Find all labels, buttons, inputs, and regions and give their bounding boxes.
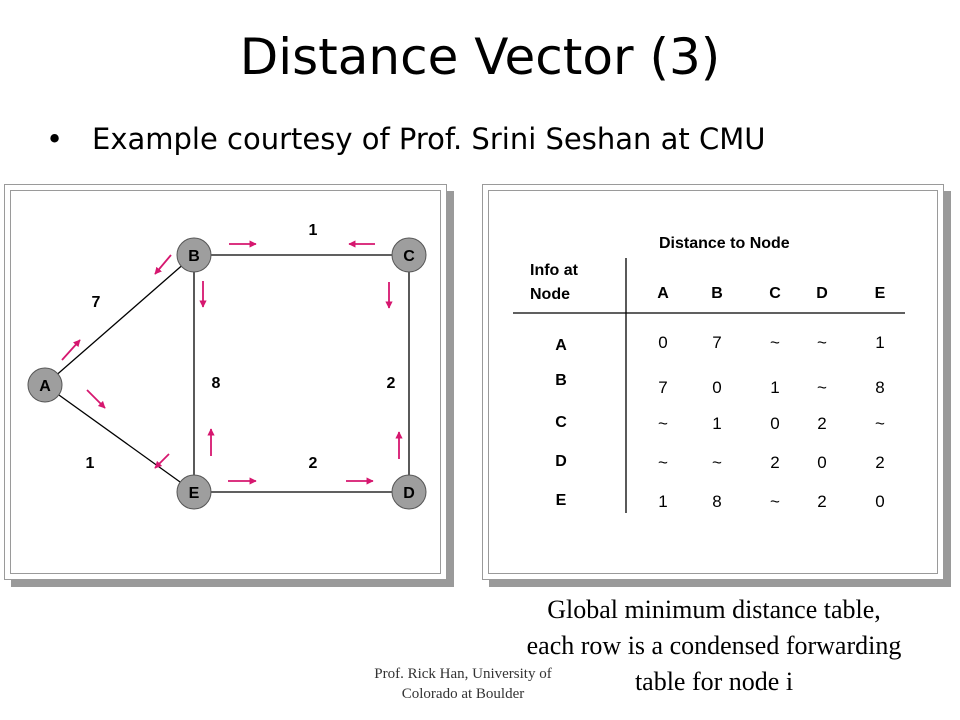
table-cell: ~ (712, 453, 722, 472)
caption-line-2: each row is a condensed forwarding (526, 631, 902, 660)
table-cell: 1 (712, 414, 722, 433)
update-arrow-icon (87, 390, 105, 408)
node-label-b: B (188, 248, 200, 265)
row-label-d: D (555, 453, 567, 470)
node-e (177, 475, 211, 509)
table-cell: ~ (658, 453, 668, 472)
graph-panel (4, 184, 447, 580)
table-cell: 1 (770, 378, 780, 397)
table-cell: 8 (875, 378, 885, 397)
table-cell: 2 (875, 453, 885, 472)
column-header-c: C (769, 285, 781, 302)
table-cell: 0 (770, 414, 780, 433)
table-cell: 1 (875, 333, 885, 352)
network-graph (5, 185, 446, 579)
table-cell: 1 (658, 492, 668, 511)
update-arrow-icon (155, 454, 169, 468)
node-d (392, 475, 426, 509)
table-cell: 2 (817, 414, 827, 433)
table-cell: 2 (770, 453, 780, 472)
edge-a-e (45, 385, 194, 492)
table-cell: 8 (712, 492, 722, 511)
info-at-node-header-line1: Info at (530, 262, 578, 279)
distance-to-node-header: Distance to Node (659, 235, 790, 252)
table-cell: ~ (770, 492, 780, 511)
edge-weight-b-c: 1 (308, 222, 318, 239)
node-c (392, 238, 426, 272)
edge-weight-b-e: 8 (211, 375, 221, 392)
node-label-d: D (403, 485, 415, 502)
caption-line-1: Global minimum distance table, (547, 595, 881, 624)
row-label-b: B (555, 372, 567, 389)
table-cell: ~ (770, 333, 780, 352)
table-cell: ~ (658, 414, 668, 433)
column-header-e: E (874, 285, 886, 302)
bullet-dot-icon: • (46, 122, 64, 156)
node-label-c: C (403, 248, 415, 265)
table-cell: 0 (817, 453, 827, 472)
edge-weight-c-d: 2 (386, 375, 396, 392)
table-cell: ~ (875, 414, 885, 433)
table-cell: 0 (875, 492, 885, 511)
table-cell: 7 (712, 333, 722, 352)
column-header-a: A (657, 285, 669, 302)
footer-line-1: Prof. Rick Han, University of (374, 666, 552, 682)
slide-title: Distance Vector (3) (239, 28, 721, 86)
column-header-d: D (816, 285, 828, 302)
table-cell: ~ (817, 333, 827, 352)
edge-a-b (45, 255, 194, 385)
bullet-text: Example courtesy of Prof. Srini Seshan at CMU (92, 122, 766, 156)
bullet-item (46, 122, 765, 156)
row-label-c: C (555, 414, 567, 431)
edge-weight-a-e: 1 (85, 455, 95, 472)
table-cell: 0 (658, 333, 668, 352)
node-a (28, 368, 62, 402)
node-b (177, 238, 211, 272)
row-label-e: E (555, 492, 567, 509)
node-label-e: E (188, 485, 200, 502)
table-cell: 7 (658, 378, 668, 397)
distance-table-panel (482, 184, 944, 580)
column-header-b: B (711, 285, 723, 302)
edge-weight-a-b: 7 (91, 294, 101, 311)
node-label-a: A (39, 378, 51, 395)
info-at-node-header-line2: Node (530, 286, 570, 303)
slide-footer (332, 664, 594, 704)
table-cell: 2 (817, 492, 827, 511)
table-cell: 0 (712, 378, 722, 397)
table-cell: ~ (817, 378, 827, 397)
footer-line-2: Colorado at Boulder (401, 686, 525, 702)
edge-weight-e-d: 2 (308, 455, 318, 472)
update-arrow-icon (155, 255, 171, 274)
row-label-a: A (555, 337, 567, 354)
caption-line-3: table for node i (634, 667, 794, 696)
